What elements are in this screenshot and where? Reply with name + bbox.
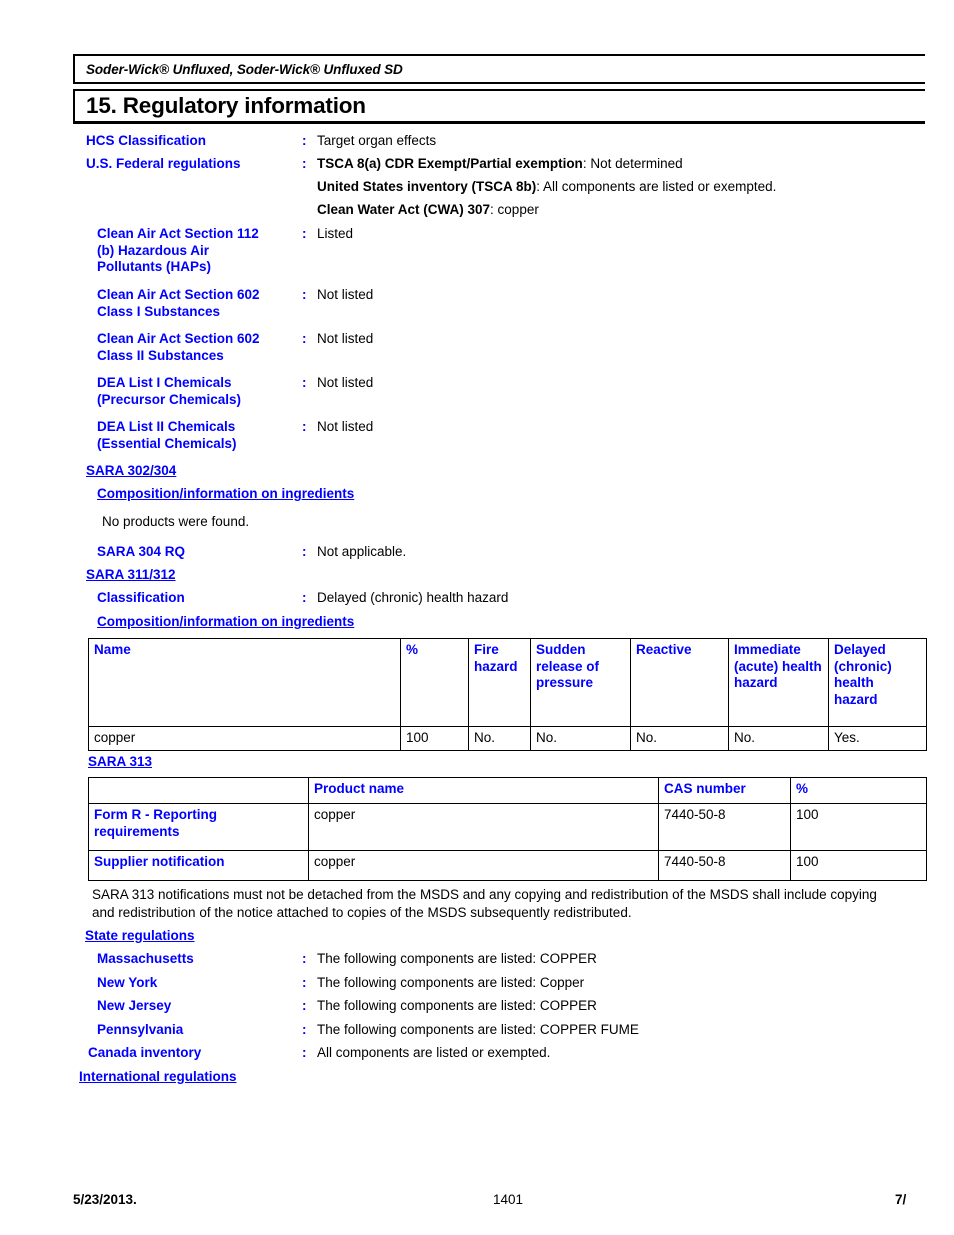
sara-311-312-table — [88, 638, 927, 751]
footer-document-number: 1401 — [493, 1192, 524, 1207]
label-hcs-classification: HCS Classification — [86, 133, 207, 148]
cell-product-name-supplier: copper — [309, 851, 659, 881]
cell-fire-hazard: No. — [469, 727, 531, 751]
label-us-federal-regulations: U.S. Federal regulations — [86, 156, 241, 171]
value-us-federal-line1-bold: TSCA 8(a) CDR Exempt/Partial exemption — [317, 156, 583, 171]
cell-sudden-release: No. — [531, 727, 631, 751]
value-new-york: The following components are listed: Copper — [317, 975, 585, 990]
label-caa-602-class-ii — [97, 331, 297, 364]
value-massachusetts: The following components are listed: COPPER — [317, 951, 597, 966]
column-header-sudden-release-of-pressure: Sudden release of pressure — [531, 639, 631, 727]
label-clean-air-act-section-112 — [97, 226, 297, 276]
label-caa112-line3: Pollutants (HAPs) — [97, 259, 212, 274]
label-deaii-line2: (Essential Chemicals) — [97, 435, 237, 451]
sara-313-note: SARA 313 notifications must not be detached from the MSDS and any copying and redistribution of the MSDS shall include copying and redistribution of the notice attached to copies of the MSDS subsequently redistributed. — [92, 887, 877, 920]
cell-product-name-form-r: copper — [309, 804, 659, 851]
label-dea-list-i — [97, 375, 297, 408]
footer-date: 5/23/2013. — [73, 1192, 137, 1207]
cell-cas-number-form-r: 7440-50-8 — [659, 804, 791, 851]
column-header-immediate-acute-health-hazard: Immediate (acute) health hazard — [729, 639, 829, 727]
column-header-fire-hazard: Fire hazard — [469, 639, 531, 727]
label-canada-inventory: Canada inventory — [88, 1045, 202, 1060]
separator-new-york: : — [302, 975, 307, 990]
cell-percent-supplier: 100 — [791, 851, 927, 881]
separator-sara-304-rq: : — [302, 544, 307, 559]
label-massachusetts: Massachusetts — [97, 951, 194, 966]
label-sara-304-rq: SARA 304 RQ — [97, 544, 186, 559]
label-deai-line2: (Precursor Chemicals) — [97, 391, 242, 407]
heading-composition-302: Composition/information on ingredients — [97, 486, 355, 501]
cell-percent: 100 — [401, 727, 469, 751]
table-row — [89, 727, 927, 751]
value-us-federal-line3-rest: : copper — [490, 202, 539, 217]
value-us-federal-line3-bold: Clean Water Act (CWA) 307 — [317, 202, 491, 217]
column-header-percent: % — [791, 778, 927, 804]
value-hcs-classification: Target organ effects — [317, 133, 437, 148]
separator-canada-inventory: : — [302, 1045, 307, 1060]
value-us-federal-line3 — [317, 202, 937, 219]
value-new-jersey: The following components are listed: COPPER — [317, 998, 597, 1013]
label-caa602ii-line2: Class II Substances — [97, 347, 224, 363]
product-name-text: Soder-Wick® Unfluxed, Soder-Wick® Unfluxed SD — [86, 61, 403, 77]
value-us-federal-line2 — [317, 179, 937, 196]
document-footer — [73, 1192, 954, 1212]
label-deai-line1: DEA List I Chemicals — [97, 375, 232, 390]
value-caa602ii: Not listed — [317, 331, 374, 346]
column-header-delayed-chronic-health-hazard: Delayed (chronic) health hazard — [829, 639, 927, 727]
value-caa112: Listed — [317, 226, 354, 241]
column-header-cas-number: CAS number — [659, 778, 791, 804]
label-dea-list-ii — [97, 419, 297, 452]
column-header-name: Name — [89, 639, 401, 727]
label-sara-311-classification: Classification — [97, 590, 185, 605]
separator-deai: : — [302, 375, 307, 390]
column-header-blank — [89, 778, 309, 804]
heading-international-regulations: International regulations — [79, 1069, 237, 1084]
sara-313-table — [88, 777, 927, 881]
value-sara-311-classification: Delayed (chronic) health hazard — [317, 590, 509, 605]
label-caa112-line2: (b) Hazardous Air — [97, 242, 210, 258]
cell-requirement-form-r: Form R - Reporting requirements — [89, 804, 309, 851]
separator-deaii: : — [302, 419, 307, 434]
heading-sara-302-304: SARA 302/304 — [86, 463, 177, 478]
separator-caa112: : — [302, 226, 307, 241]
column-header-reactive: Reactive — [631, 639, 729, 727]
cell-immediate-health-hazard: No. — [729, 727, 829, 751]
table-row — [89, 804, 927, 851]
label-caa602i-line2: Class I Substances — [97, 303, 221, 319]
text-no-products-found: No products were found. — [102, 514, 250, 529]
label-deaii-line1: DEA List II Chemicals — [97, 419, 236, 434]
value-canada-inventory: All components are listed or exempted. — [317, 1045, 551, 1060]
heading-composition-311: Composition/information on ingredients — [97, 614, 355, 629]
separator-us-federal-regulations: : — [302, 156, 307, 171]
value-us-federal-line1 — [317, 156, 937, 173]
column-header-product-name: Product name — [309, 778, 659, 804]
label-new-jersey: New Jersey — [97, 998, 172, 1013]
cell-delayed-health-hazard: Yes. — [829, 727, 927, 751]
cell-reactive: No. — [631, 727, 729, 751]
label-caa-602-class-i — [97, 287, 297, 320]
value-sara-304-rq: Not applicable. — [317, 544, 407, 559]
value-pennsylvania: The following components are listed: COPPER FUME — [317, 1022, 639, 1037]
section-title-bar — [73, 89, 925, 124]
separator-new-jersey: : — [302, 998, 307, 1013]
separator-caa602ii: : — [302, 331, 307, 346]
value-us-federal-line2-rest: : All components are listed or exempted. — [536, 179, 777, 194]
heading-sara-311-312: SARA 311/312 — [86, 567, 176, 582]
value-us-federal-line2-bold: United States inventory (TSCA 8b) — [317, 179, 537, 194]
heading-state-regulations: State regulations — [85, 928, 195, 943]
footer-page-number: 7/ — [895, 1192, 907, 1207]
document-running-header — [73, 54, 925, 84]
separator-hcs-classification: : — [302, 133, 307, 148]
heading-sara-313: SARA 313 — [88, 754, 153, 769]
table-header-row — [89, 639, 927, 727]
separator-massachusetts: : — [302, 951, 307, 966]
column-header-percent: % — [401, 639, 469, 727]
separator-pennsylvania: : — [302, 1022, 307, 1037]
table-row — [89, 851, 927, 881]
cell-cas-number-supplier: 7440-50-8 — [659, 851, 791, 881]
label-pennsylvania: Pennsylvania — [97, 1022, 184, 1037]
value-deai: Not listed — [317, 375, 374, 390]
page-title: 15. Regulatory information — [86, 93, 366, 118]
cell-name: copper — [89, 727, 401, 751]
value-deaii: Not listed — [317, 419, 374, 434]
separator-caa602i: : — [302, 287, 307, 302]
separator-sara-311-classification: : — [302, 590, 307, 605]
label-caa602ii-line1: Clean Air Act Section 602 — [97, 331, 260, 346]
value-caa602i: Not listed — [317, 287, 374, 302]
cell-percent-form-r: 100 — [791, 804, 927, 851]
table-header-row — [89, 778, 927, 804]
label-new-york: New York — [97, 975, 158, 990]
label-caa112-line1: Clean Air Act Section 112 — [97, 226, 259, 241]
value-us-federal-line1-rest: : Not determined — [582, 156, 683, 171]
cell-requirement-supplier-notification: Supplier notification — [89, 851, 309, 881]
label-caa602i-line1: Clean Air Act Section 602 — [97, 287, 260, 302]
